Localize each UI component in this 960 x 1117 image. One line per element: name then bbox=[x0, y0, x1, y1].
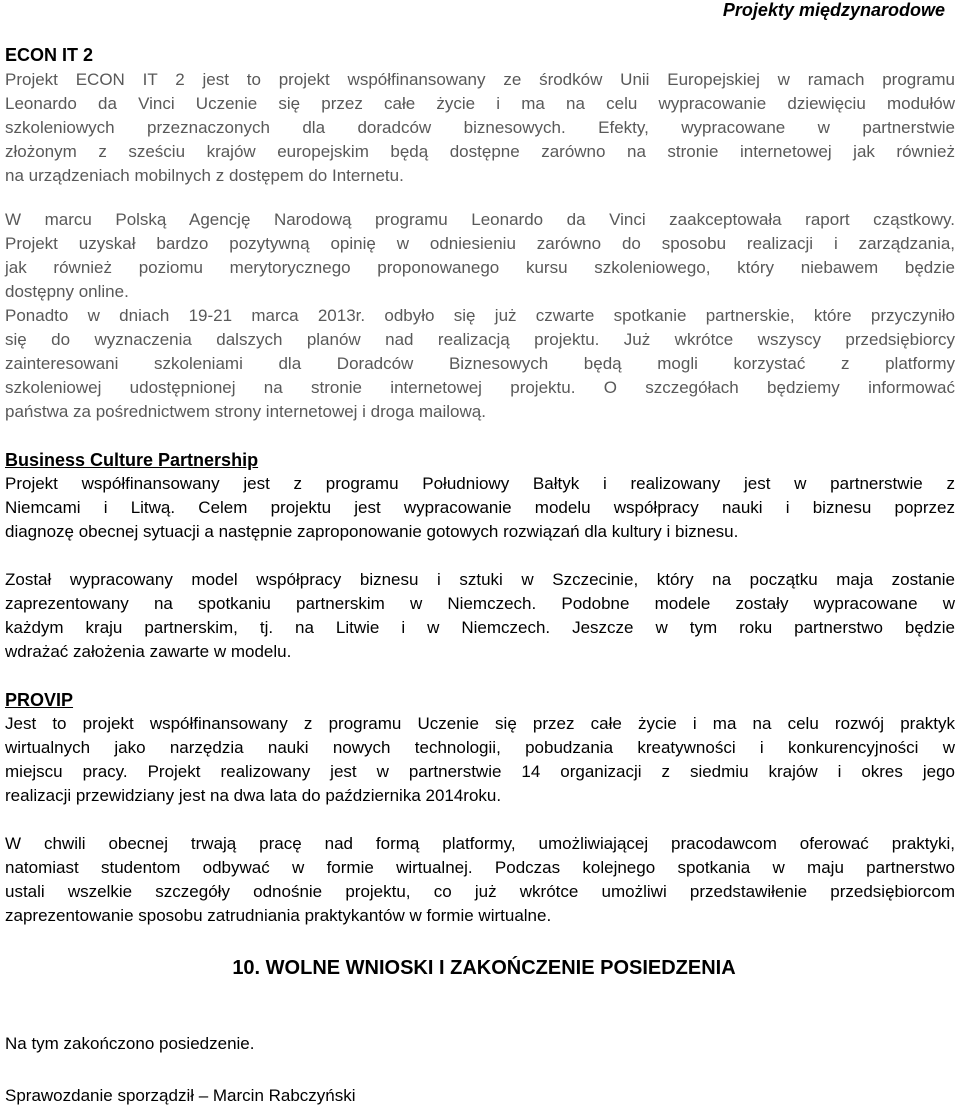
closing-heading: 10. WOLNE WNIOSKI I ZAKOŃCZENIE POSIEDZENIA bbox=[232, 957, 736, 979]
text-line: każdym kraju partnerskim, tj. na Litwie i w Niemczech. Jeszcze w tym roku partnerstwo będzie bbox=[5, 618, 955, 637]
paragraph-econ-report bbox=[5, 208, 955, 304]
spacer bbox=[5, 980, 955, 1032]
section-closing bbox=[5, 956, 955, 1108]
spacer bbox=[5, 424, 955, 448]
text-line: Projekt ECON IT 2 jest to projekt współfinansowany ze środków Unii Europejskiej w ramach programu bbox=[5, 70, 955, 89]
section-business-culture-partnership bbox=[5, 448, 955, 664]
spacer bbox=[5, 808, 955, 832]
text-line: na urządzeniach mobilnych z dostępem do Internetu. bbox=[5, 166, 404, 185]
page-header-title: Projekty międzynarodowe bbox=[722, 0, 945, 20]
text-line: W marcu Polską Agencję Narodową programu Leonardo da Vinci zaakceptowała raport cząstkowy. bbox=[5, 210, 955, 229]
spacer bbox=[5, 1056, 955, 1084]
spacer bbox=[5, 544, 955, 568]
text-line: Został wypracowany model współpracy biznesu i sztuki w Szczecinie, który na początku maja zostanie bbox=[5, 570, 955, 589]
text-line: realizacji przewidziany jest na dwa lata do października 2014roku. bbox=[5, 786, 502, 805]
paragraph-provip-status bbox=[5, 832, 955, 928]
text-line: jak również poziomu merytorycznego proponowanego kursu szkoleniowego, który niebawem będzie bbox=[5, 258, 955, 277]
text-line: szkoleniowych przeznaczonych dla doradców biznesowych. Efekty, wypracowane w partnerstwie bbox=[5, 118, 955, 137]
paragraph-econ-meeting bbox=[5, 304, 955, 424]
text-line: W chwili obecnej trwają pracę nad formą platformy, umożliwiającej pracodawcom oferować praktyki, bbox=[5, 834, 955, 853]
section-provip bbox=[5, 688, 955, 928]
text-line: wirtualnych jako narzędzia nauki nowych technologii, pobudzania kreatywności i konkurencyjności w bbox=[5, 738, 955, 757]
paragraph-bcp-model bbox=[5, 568, 955, 664]
closing-ended-text: Na tym zakończono posiedzenie. bbox=[5, 1034, 255, 1053]
paragraph-econ-intro bbox=[5, 68, 955, 188]
text-line: złożonym z sześciu krajów europejskim będą dostępne zarówno na stronie internetowej jak również bbox=[5, 142, 955, 161]
section-econ-it-2 bbox=[5, 42, 955, 424]
section-title-provip: PROVIP bbox=[5, 690, 74, 710]
section-title-bcp: Business Culture Partnership bbox=[5, 450, 259, 470]
paragraph-provip-intro bbox=[5, 712, 955, 808]
paragraph-bcp-intro bbox=[5, 472, 955, 544]
section-title-econ: ECON IT 2 bbox=[5, 45, 94, 65]
text-line: zaprezentowanie sposobu zatrudniania praktykantów w formie wirtualne. bbox=[5, 906, 552, 925]
text-line: miejscu pracy. Projekt realizowany jest w partnerstwie 14 organizacji z siedmiu krajów i okres jego bbox=[5, 762, 955, 781]
text-line: Projekt uzyskał bardzo pozytywną opinię w odniesieniu zarówno do sposobu realizacji i zarządzania, bbox=[5, 234, 955, 253]
text-line: zainteresowani szkoleniami dla Doradców Biznesowych będą mogli korzystać z platformy bbox=[5, 354, 955, 373]
text-line: Jest to projekt współfinansowany z programu Uczenie się przez całe życie i ma na celu rozwój praktyk bbox=[5, 714, 955, 733]
spacer bbox=[5, 188, 955, 208]
spacer bbox=[5, 664, 955, 688]
text-line: diagnozę obecnej sytuacji a następnie zaproponowanie gotowych rozwiązań dla kultury i biznesu. bbox=[5, 522, 739, 541]
text-line: się do wyznaczenia dalszych planów nad realizacją projektu. Już wkrótce wszyscy przedsiębiorcy bbox=[5, 330, 955, 349]
text-line: zaprezentowany na spotkaniu partnerskim w Niemczech. Podobne modele zostały wypracowane w bbox=[5, 594, 955, 613]
text-line: dostępny online. bbox=[5, 282, 129, 301]
text-line: Ponadto w dniach 19-21 marca 2013r. odbyło się już czwarte spotkanie partnerskie, które przyczyniło bbox=[5, 306, 955, 325]
text-line: państwa za pośrednictwem strony internetowej i droga mailową. bbox=[5, 402, 486, 421]
text-line: Leonardo da Vinci Uczenie się przez całe życie i ma na celu wypracowanie dziewięciu modułów bbox=[5, 94, 955, 113]
text-line: natomiast studentom odbywać w formie wirtualnej. Podczas kolejnego spotkania w maju partnerstwo bbox=[5, 858, 955, 877]
text-line: wdrażać założenia zawarte w modelu. bbox=[5, 642, 292, 661]
report-author-text: Sprawozdanie sporządził – Marcin Rabczyński bbox=[5, 1086, 356, 1105]
text-line: Niemcami i Litwą. Celem projektu jest wypracowanie modelu współpracy nauki i biznesu poprzez bbox=[5, 498, 955, 517]
spacer bbox=[5, 928, 955, 956]
text-line: szkoleniowej udostępnionej na stronie internetowej projektu. O szczegółach będziemy informować bbox=[5, 378, 955, 397]
text-line: ustali wszelkie szczegóły odnośnie projektu, co już wkrótce umożliwi przedstawiłenie przedsiębiorcom bbox=[5, 882, 955, 901]
document-body bbox=[5, 0, 955, 1108]
text-line: Projekt współfinansowany jest z programu Południowy Bałtyk i realizowany jest w partnerstwie z bbox=[5, 474, 955, 493]
